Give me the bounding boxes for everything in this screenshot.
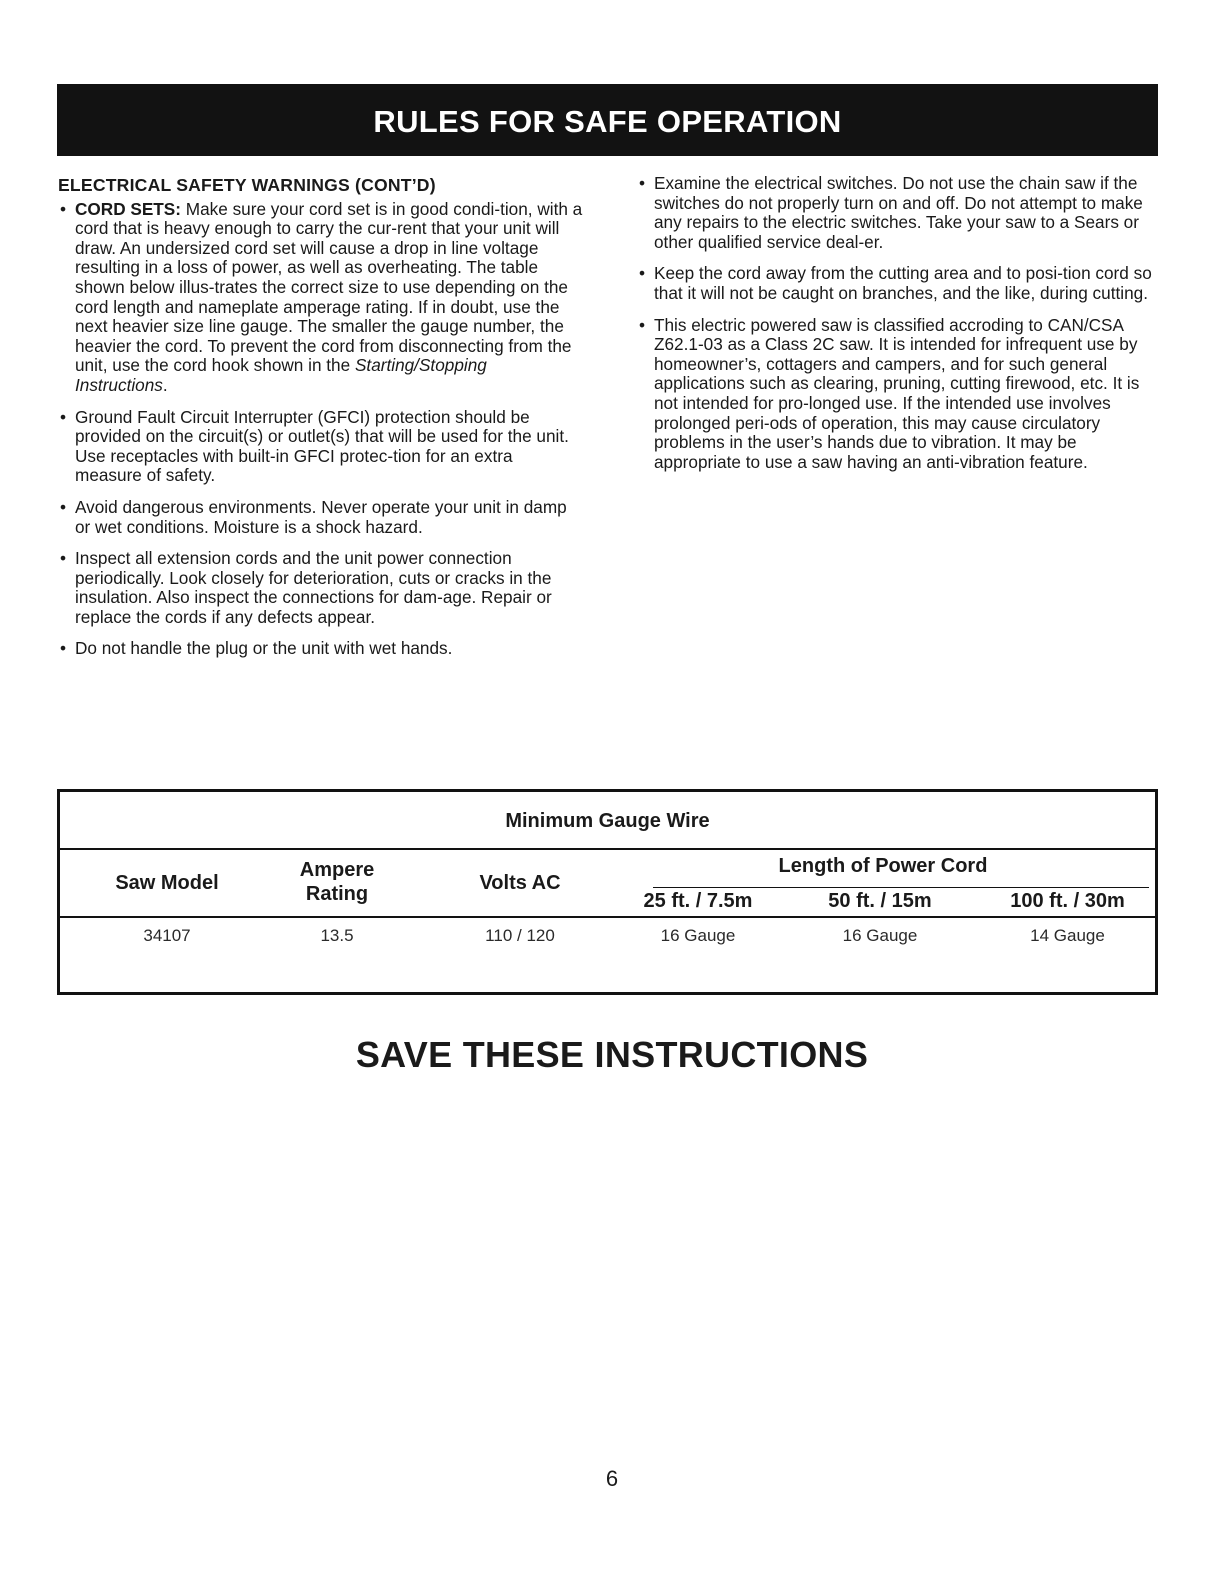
item-text: Inspect all extension cords and the unit power connection periodically. Look closely for deterioration, cuts or cracks in the insulation. Also inspect the connections for dam-age. Repair or replace the cords if any defects appear. xyxy=(75,548,552,627)
item-text: Do not handle the plug or the unit with wet hands. xyxy=(75,638,453,659)
list-item xyxy=(637,174,1162,252)
bullet-icon: • xyxy=(60,496,67,517)
table-divider xyxy=(60,916,1155,918)
list-item xyxy=(58,639,583,659)
cell-model: 34107 xyxy=(143,926,191,945)
section-heading: ELECTRICAL SAFETY WARNINGS (CONT’D) xyxy=(58,175,436,195)
list-item xyxy=(58,408,583,486)
header-ampere-line2: Rating xyxy=(305,883,369,905)
item-text: Keep the cord away from the cutting area and to posi-tion cord so that it will not be caught on branches, and the like, during cutting. xyxy=(654,263,1152,303)
right-column xyxy=(637,174,1162,484)
list-item xyxy=(637,264,1162,303)
page-title: RULES FOR SAFE OPERATION xyxy=(373,104,842,139)
header-length-group: Length of Power Cord xyxy=(778,855,988,877)
item-text: Examine the electrical switches. Do not use the chain saw if the switches do not properly turn on and off. Do not attempt to make any repairs to the electric switches. Take your saw to a Sears or other qualified service deal-er. xyxy=(654,173,1143,252)
list-item xyxy=(58,498,583,537)
gauge-table xyxy=(57,789,1158,995)
header-ampere-rating xyxy=(272,858,402,906)
list-item xyxy=(637,316,1162,473)
cell-ampere: 13.5 xyxy=(320,926,354,945)
item-lead: CORD SETS: xyxy=(75,198,181,219)
bullet-icon: • xyxy=(60,406,67,427)
warning-list xyxy=(637,174,1162,472)
item-text: Avoid dangerous environments. Never operate your unit in damp or wet conditions. Moisture is a shock hazard. xyxy=(75,496,567,537)
cell-gauge-100: 14 Gauge xyxy=(1030,926,1105,945)
table-title: Minimum Gauge Wire xyxy=(505,810,710,832)
item-tail: . xyxy=(162,374,168,395)
cell-gauge-25: 16 Gauge xyxy=(660,926,736,945)
header-ampere-line1: Ampere xyxy=(299,859,375,881)
bullet-icon: • xyxy=(639,263,646,284)
header-length-50: 50 ft. / 15m xyxy=(828,890,932,912)
warning-list xyxy=(58,200,583,659)
item-text: Ground Fault Circuit Interrupter (GFCI) protection should be provided on the circuit(s) or outlet(s) that will be used for the unit. Use receptacles with built-in GFCI protec-tion for an extra measure of safety. xyxy=(75,406,569,486)
cell-gauge-50: 16 Gauge xyxy=(842,926,918,945)
table-subdivider xyxy=(653,887,1149,888)
bullet-icon: • xyxy=(639,173,646,193)
header-length-100: 100 ft. / 30m xyxy=(1010,890,1125,912)
instruction-reference: Starting/Stopping Instructions xyxy=(75,355,487,395)
item-text: This electric powered saw is classified accroding to CAN/CSA Z62.1-03 as a Class 2C saw. It is intended for infrequent use by homeowner’s, cottagers and campers, and for such general applications such as clearing, pruning, cutting firewood, etc. It is not intended for pro-longed use. If the intended use involves prolonged peri-ods of operation, this may cause circulatory problems in the user’s hands due to vibration. It may be appropriate to use a saw having an anti-vibration feature. xyxy=(654,314,1140,472)
cell-volts: 110 / 120 xyxy=(485,926,555,945)
page-number: 6 xyxy=(605,1466,619,1491)
header-length-25: 25 ft. / 7.5m xyxy=(643,890,753,912)
left-column xyxy=(58,174,583,671)
save-instructions-heading: SAVE THESE INSTRUCTIONS xyxy=(355,1034,869,1075)
header-saw-model: Saw Model xyxy=(115,872,219,894)
bullet-icon: • xyxy=(60,548,67,569)
item-text: Make sure your cord set is in good condi-tion, with a cord that is heavy enough to carry the cur-rent that your unit will draw. An undersized cord set will cause a drop in line voltage resulting in a loss of power, as well as overheating. The table shown below illus-trates the correct size to use depending on the cord length and nameplate amperage rating. If in doubt, use the next heavier size line gauge. The smaller the gauge number, the heavier the cord. To prevent the cord from disconnecting from the unit, use the cord hook shown in the xyxy=(75,198,583,376)
list-item xyxy=(58,549,583,627)
section-banner xyxy=(57,84,1158,156)
bullet-icon: • xyxy=(60,198,67,219)
header-volts: Volts AC xyxy=(479,872,561,894)
bullet-icon: • xyxy=(60,638,67,659)
list-item xyxy=(58,200,583,396)
table-divider xyxy=(60,848,1155,850)
bullet-icon: • xyxy=(639,314,646,335)
